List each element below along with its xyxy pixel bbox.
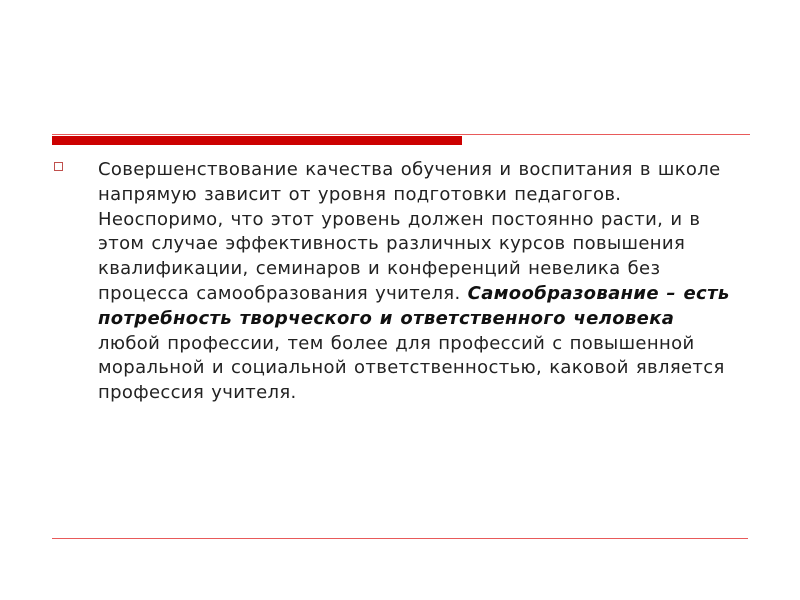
content-area (54, 158, 744, 498)
bottom-divider (52, 538, 748, 539)
top-divider-thin (52, 134, 750, 135)
top-divider-accent (52, 136, 462, 145)
paragraph-emphasis: Самообразование – есть потребность творческого и ответственного человека (98, 282, 730, 329)
paragraph-text-part1: Совершенствование качества обучения и воспитания в школе напрямую зависит от уровня подготовки педагогов. Неоспоримо, что этот уровень должен постоянно расти, и в этом случае эффективность различных курсов повышения квалификации, семинаров и конференций невелика без процесса самообразования учителя. (98, 159, 721, 304)
square-bullet-icon (54, 162, 63, 171)
body-paragraph (98, 158, 733, 406)
paragraph-text-part2: любой профессии, тем более для профессий с повышенной моральной и социальной ответственностью, каковой является профессия учителя. (98, 332, 725, 404)
